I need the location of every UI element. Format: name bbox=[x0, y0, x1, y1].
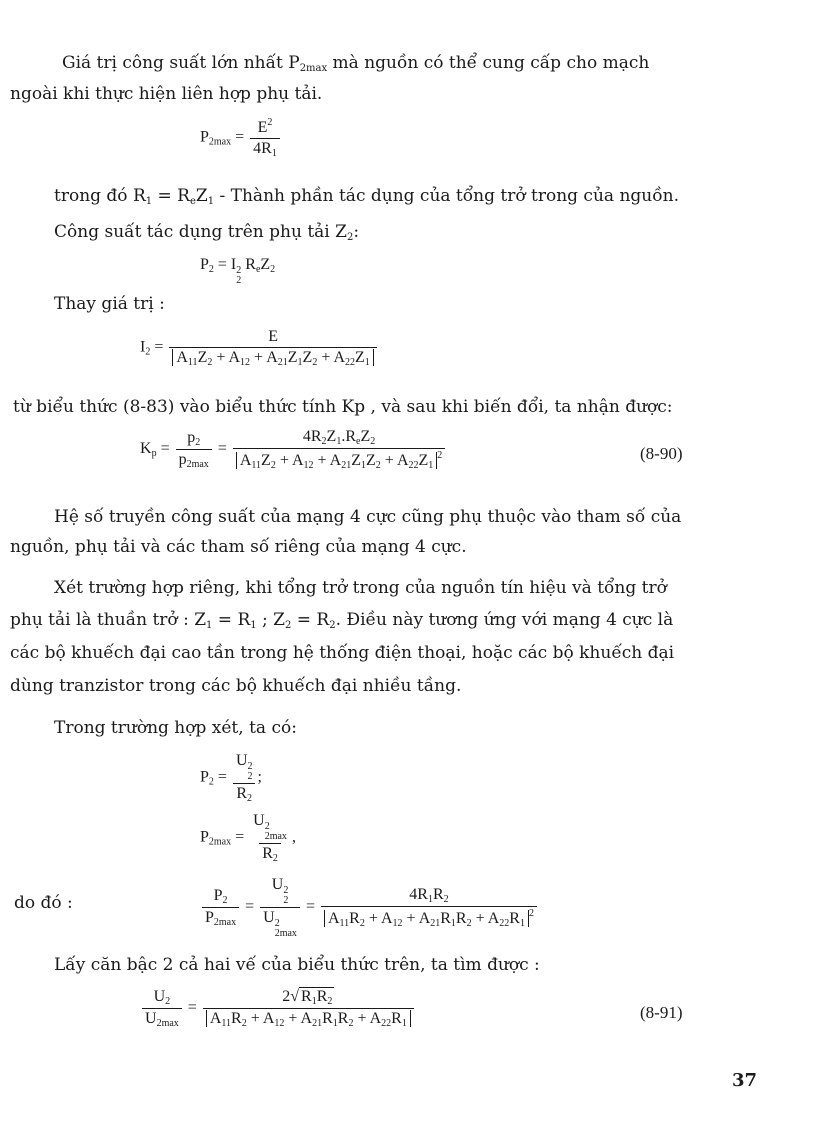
equation-kp: $K_p$ = $\frac{p_2}{p_{2max}}$ = $\frac{4R_2Z_1.R_eZ_2}{A_{11}Z_2 + A_{12} + A_{21}Z_1Z_2 + A_{22}Z_1^2}$ bbox=[140, 428, 447, 471]
paragraph-line: Xét trường hợp riêng, khi tổng trở trong của nguồn tín hiệu và tổng trở bbox=[54, 578, 667, 598]
equation-ratio: $\frac{P_2}{P_{2max}}$ = U 2 2 U 2 2max = $\frac{4R_1R_2}{A_{11}R_2 + A_{12} + A_{21}R_1R_2 + A_{22}R_1^2}$ bbox=[200, 876, 539, 939]
paragraph-line: Công suất tác dụng trên phụ tải $Z_2$: bbox=[54, 222, 360, 243]
text-span: . Điều này tương ứng với mạng 4 cực là bbox=[335, 610, 674, 630]
text-span: phụ tải là thuần trở : Z bbox=[10, 610, 207, 630]
text-span: mà nguồn có thể cung cấp cho mạch bbox=[327, 53, 650, 73]
paragraph-line: phụ tải là thuần trở : $Z_1 = R_1$ ; $Z_2 = R_2$. Điều này tương ứng với mạng 4 cực là bbox=[10, 610, 674, 631]
paragraph-line: các bộ khuếch đại cao tần trong hệ thống điện thoại, hoặc các bộ khuếch đại bbox=[10, 643, 675, 663]
text-span: trong đó R bbox=[54, 186, 146, 206]
text-span: Công suất tác dụng trên phụ tải Z bbox=[54, 222, 347, 242]
text-span: - Thành phần tác dụng của tổng trở trong của nguồn. bbox=[214, 186, 679, 206]
equation-p2: $P_2 = I$ 2 2 $R_eZ_2$ bbox=[200, 256, 276, 286]
paragraph-line: ngoài khi thực hiện liên hợp phụ tải. bbox=[10, 84, 323, 104]
paragraph-line: do đó : bbox=[14, 893, 73, 913]
equation-u-ratio: $\frac{U_2}{U_{2max}}$ = $\frac{2√ R_1R_2}{A_{11}R_2 + A_{12} + A_{21}R_1R_2 + A_{22}R_1}$ bbox=[140, 988, 416, 1029]
equation-i2: $I_2$ = $\frac{E}{A_{11}Z_2 + A_{12} + A_{21}Z_1Z_2 + A_{22}Z_1}$ bbox=[140, 328, 379, 368]
paragraph-line: nguồn, phụ tải và các tham số riêng của mạng 4 cực. bbox=[10, 537, 467, 557]
paragraph-line bbox=[62, 53, 649, 74]
text-span: ; Z bbox=[256, 610, 285, 630]
paragraph-line: dùng tranzistor trong các bộ khuếch đại nhiều tầng. bbox=[10, 676, 462, 696]
paragraph-line: Thay giá trị : bbox=[54, 294, 165, 314]
equation-p2max: $P_{2max}$ = $\frac{E^2}{4R_1}$ bbox=[200, 117, 282, 159]
text-sub: 2max bbox=[299, 63, 328, 74]
paragraph-line: Hệ số truyền công suất của mạng 4 cực cũng phụ thuộc vào tham số của bbox=[54, 507, 682, 527]
equation-p2max-u: $P_{2max}$ = U 2 2max $R_2$ , bbox=[200, 812, 296, 864]
equation-number: (8-90) bbox=[640, 444, 683, 463]
text-span: Giá trị công suất lớn nhất P bbox=[62, 53, 300, 73]
equation-number: (8-91) bbox=[640, 1003, 683, 1022]
paragraph-line: trong đó $R_1 = R_eZ_1$ - Thành phần tác dụng của tổng trở trong của nguồn. bbox=[54, 186, 679, 207]
paragraph-line: từ biểu thức (8-83) vào biểu thức tính Kp , và sau khi biến đổi, ta nhận được: bbox=[13, 397, 673, 417]
text-span: = R bbox=[212, 610, 251, 630]
text-span: = R bbox=[291, 610, 330, 630]
paragraph-line: Lấy căn bậc 2 cả hai vế của biểu thức trên, ta tìm được : bbox=[54, 955, 540, 975]
equation-p2-u: $P_2$ = U 2 2 $R_2$ ; bbox=[200, 752, 262, 804]
page-number: 37 bbox=[732, 1070, 758, 1091]
text-span: : bbox=[353, 222, 360, 242]
paragraph-line: Trong trường hợp xét, ta có: bbox=[54, 718, 297, 738]
